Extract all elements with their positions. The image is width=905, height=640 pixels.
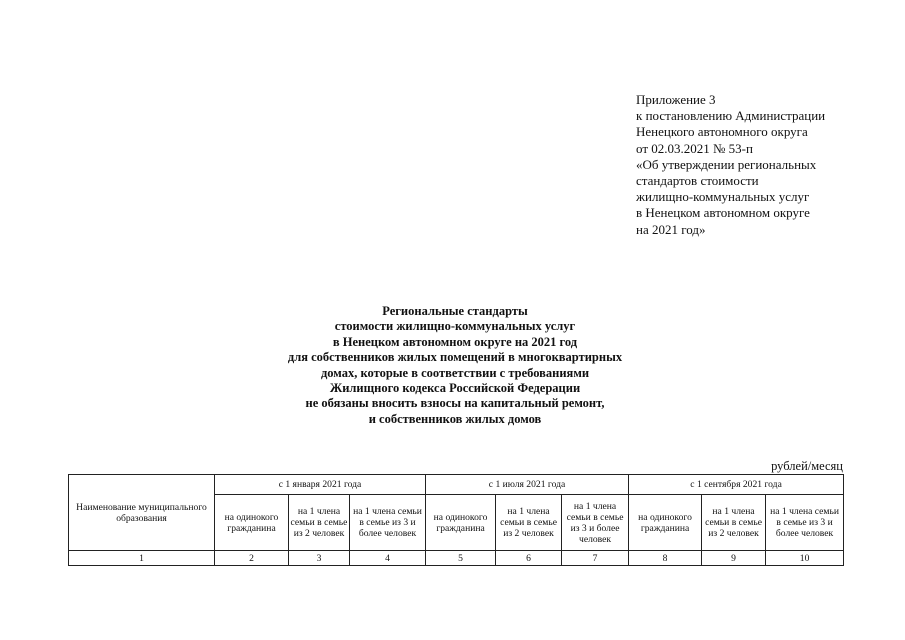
appendix-line: к постановлению Администрации xyxy=(636,108,826,124)
appendix-line: жилищно-коммунальных услуг xyxy=(636,189,810,205)
subheader-family-3plus: на 1 члена семьи в семье из 3 и более человек xyxy=(766,495,844,551)
table-row xyxy=(69,551,844,566)
column-number: 10 xyxy=(766,551,844,566)
title-line: Жилищного кодекса Российской Федерации xyxy=(329,381,581,396)
standards-table xyxy=(68,474,844,566)
appendix-line: Приложение 3 xyxy=(636,92,716,107)
title-line: в Ненецком автономном округе на 2021 год xyxy=(332,334,578,349)
subheader-family-3plus: на 1 члена семьи в семье из 3 и более человек xyxy=(350,495,426,551)
period-header: с 1 июля 2021 года xyxy=(426,475,629,495)
period-header: с 1 января 2021 года xyxy=(215,475,426,495)
title-line: не обязаны вносить взносы на капитальный ремонт, xyxy=(305,396,605,411)
title-line: Региональные стандарты xyxy=(382,304,528,318)
subheader-single: на одинокого гражданина xyxy=(629,495,702,551)
document-title xyxy=(250,304,660,427)
units-label: рублей/месяц xyxy=(771,459,843,473)
column-number: 1 xyxy=(69,551,215,566)
subheader-single: на одинокого гражданина xyxy=(215,495,289,551)
appendix-line: «Об утверждении региональных xyxy=(636,156,817,172)
title-line: домах, которые в соответствии с требованиями xyxy=(320,365,590,380)
appendix-line: в Ненецком автономном округе xyxy=(636,205,810,221)
subheader-family-2: на 1 члена семьи в семье из 2 человек xyxy=(702,495,766,551)
table-header-row xyxy=(69,475,844,495)
appendix-line: на 2021 год» xyxy=(636,221,706,237)
subheader-family-2: на 1 члена семьи в семье из 2 человек xyxy=(289,495,350,551)
subheader-family-3plus: на 1 члена семьи в семье из 3 и более человек xyxy=(562,495,629,551)
column-number: 8 xyxy=(629,551,702,566)
column-number: 2 xyxy=(215,551,289,566)
subheader-family-2: на 1 члена семьи в семье из 2 человек xyxy=(496,495,562,551)
column-number: 9 xyxy=(702,551,766,566)
column-number: 5 xyxy=(426,551,496,566)
title-line: и собственников жилых домов xyxy=(368,411,542,426)
title-line: для собственников жилых помещений в многоквартирных xyxy=(287,350,623,365)
column-number: 3 xyxy=(289,551,350,566)
municipality-header: Наименование муниципального образования xyxy=(69,475,215,551)
column-number: 6 xyxy=(496,551,562,566)
column-number: 4 xyxy=(350,551,426,566)
appendix-block xyxy=(636,92,825,238)
appendix-line: от 02.03.2021 № 53-п xyxy=(636,140,753,156)
appendix-line: Ненецкого автономного округа xyxy=(636,124,808,140)
period-header: с 1 сентября 2021 года xyxy=(629,475,844,495)
appendix-line: стандартов стоимости xyxy=(636,173,759,189)
column-number: 7 xyxy=(562,551,629,566)
title-line: стоимости жилищно-коммунальных услуг xyxy=(334,319,576,334)
subheader-single: на одинокого гражданина xyxy=(426,495,496,551)
